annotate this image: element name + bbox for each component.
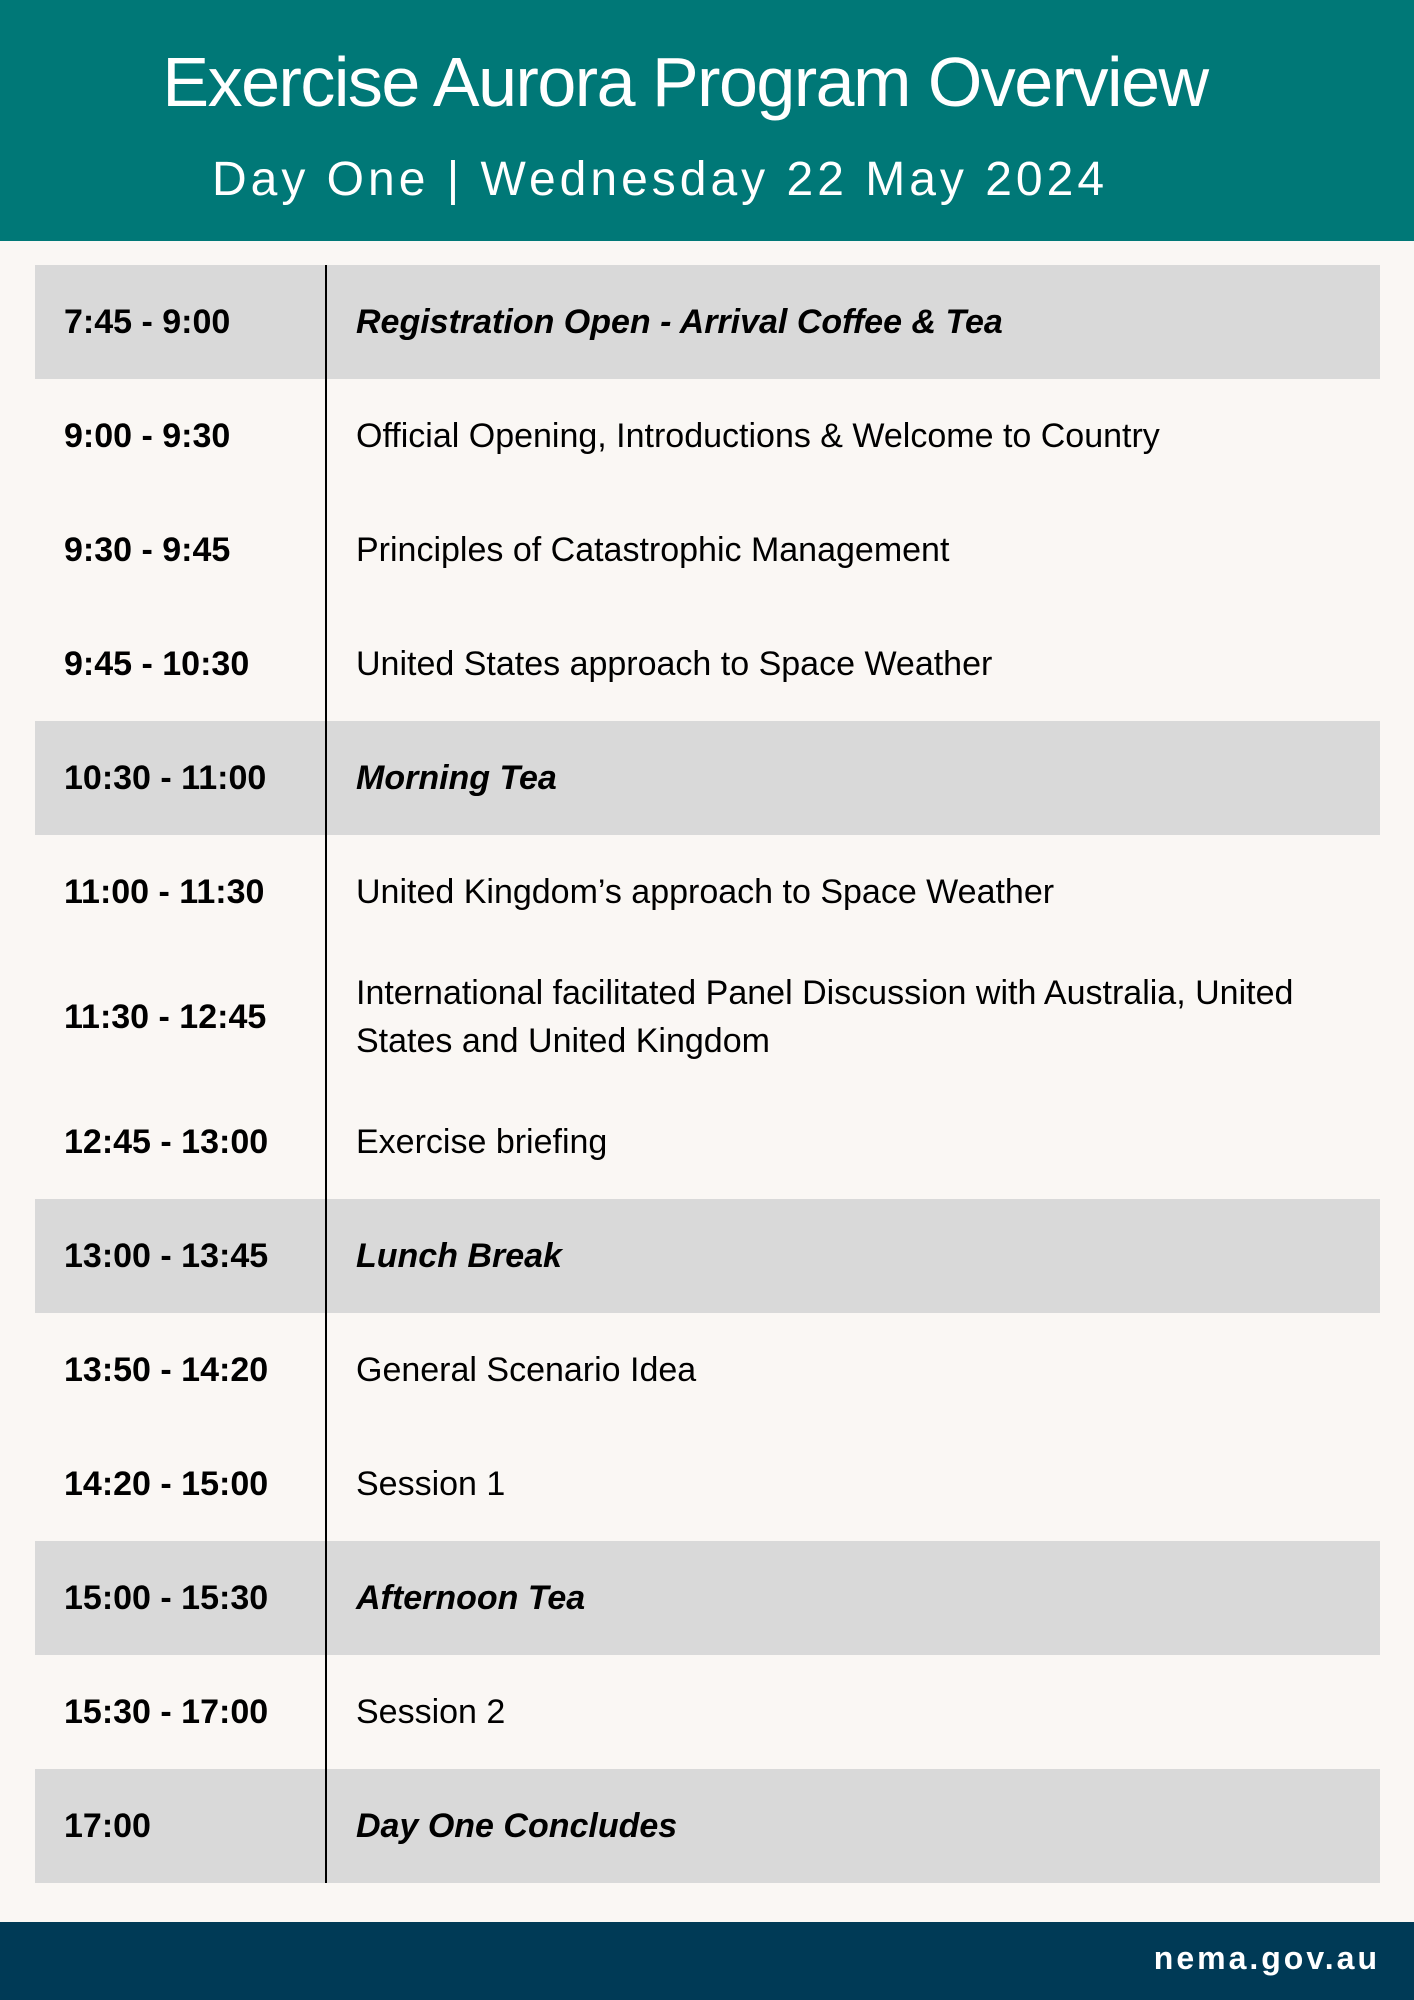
row-time: 13:50 - 14:20 [35, 1313, 327, 1427]
schedule-row [35, 1427, 1380, 1541]
row-event: Lunch Break [356, 1237, 562, 1275]
schedule-row [35, 721, 1380, 835]
schedule-row [35, 607, 1380, 721]
schedule-row [35, 379, 1380, 493]
schedule-row [35, 1199, 1380, 1313]
row-event: International facilitated Panel Discussion with Australia, United States and United Kingdom [356, 974, 1294, 1060]
footer-url: nema.gov.au [1153, 1940, 1380, 1976]
page-title: Exercise Aurora Program Overview [162, 43, 1208, 121]
row-event: Official Opening, Introductions & Welcome to Country [356, 417, 1160, 455]
row-event: United Kingdom’s approach to Space Weather [356, 873, 1055, 911]
row-event: Afternoon Tea [356, 1579, 586, 1617]
row-event: United States approach to Space Weather [356, 645, 993, 683]
row-event: Registration Open - Arrival Coffee & Tea [356, 303, 1003, 341]
page-footer [0, 1922, 1414, 2000]
row-time: 9:30 - 9:45 [35, 493, 327, 607]
row-event: General Scenario Idea [356, 1351, 697, 1389]
row-time: 14:20 - 15:00 [35, 1427, 327, 1541]
row-event: Day One Concludes [356, 1807, 678, 1845]
row-time: 15:00 - 15:30 [35, 1541, 327, 1655]
row-event: Session 1 [356, 1465, 506, 1503]
page-subtitle: Day One | Wednesday 22 May 2024 [211, 153, 1109, 206]
schedule-row [35, 1541, 1380, 1655]
row-event: Session 2 [356, 1693, 506, 1731]
schedule-row [35, 1655, 1380, 1769]
row-event: Exercise briefing [356, 1123, 608, 1161]
page-header [0, 0, 1414, 241]
row-time: 11:30 - 12:45 [35, 949, 327, 1085]
row-time: 13:00 - 13:45 [35, 1199, 327, 1313]
row-time: 7:45 - 9:00 [35, 265, 327, 379]
schedule-row [35, 493, 1380, 607]
schedule-row [35, 949, 1380, 1085]
row-time: 10:30 - 11:00 [35, 721, 327, 835]
schedule-table [35, 265, 1380, 1883]
schedule-row [35, 835, 1380, 949]
row-event: Principles of Catastrophic Management [356, 531, 950, 569]
schedule-row [35, 1085, 1380, 1199]
row-time: 9:45 - 10:30 [35, 607, 327, 721]
schedule-row [35, 1769, 1380, 1883]
row-time: 15:30 - 17:00 [35, 1655, 327, 1769]
schedule-row [35, 1313, 1380, 1427]
schedule-row [35, 265, 1380, 379]
row-time: 11:00 - 11:30 [35, 835, 327, 949]
row-event: Morning Tea [356, 759, 557, 797]
row-time: 17:00 [35, 1769, 327, 1883]
row-time: 12:45 - 13:00 [35, 1085, 327, 1199]
row-time: 9:00 - 9:30 [35, 379, 327, 493]
